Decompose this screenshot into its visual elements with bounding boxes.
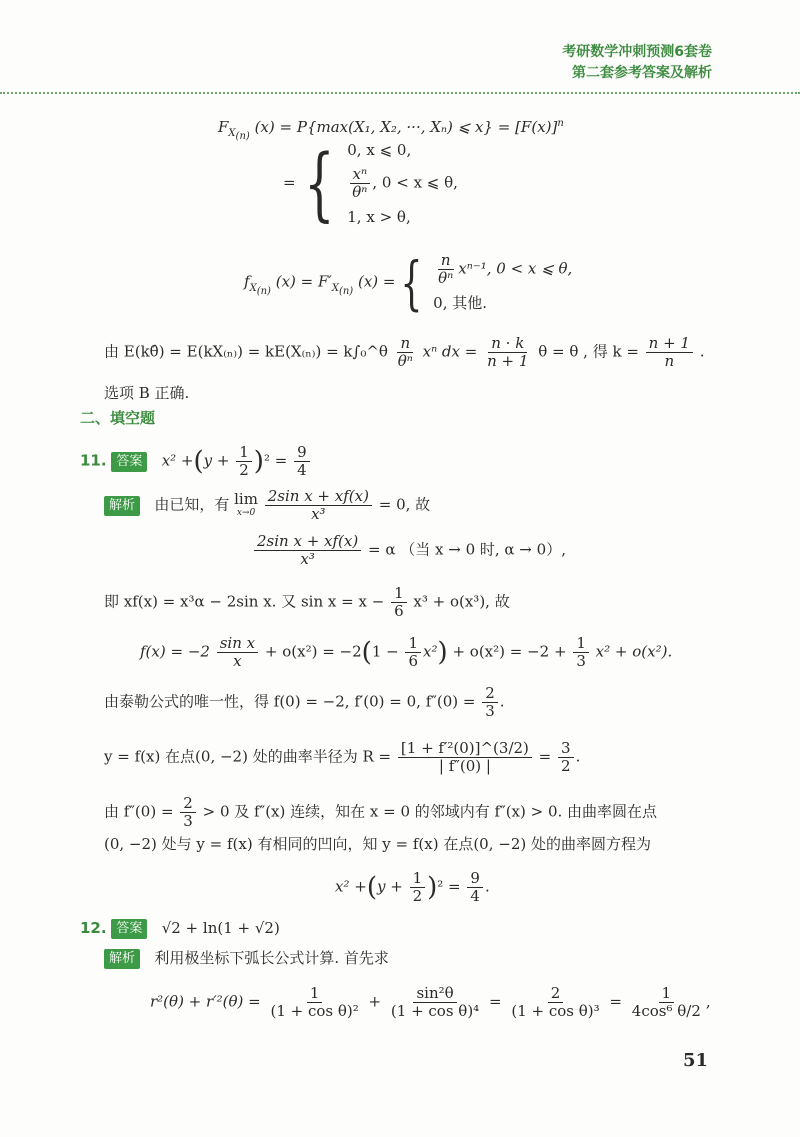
q11-analysis-6: y = f(x) 在点(0, −2) 处的曲率半径为 R = $\frac{\text{[1 + f′²(0)]\textasciicircum{}(3/2)}}{| f''(0) |}$ = $\frac{3}{2}$ . bbox=[104, 739, 581, 775]
pdf-case-1: $\frac{n}{\text{θⁿ}}$ xⁿ⁻¹, 0 < x ⩽ θ, bbox=[438, 251, 573, 287]
q11-number: 11. bbox=[80, 451, 107, 470]
q11-analysis-4: f(x) = −2 $\frac{\text{sin x}}{x}$ + o(x²) = −2(1 − $\frac{1}{6}$ x²) + o(x²) = −2 + $\frac{1}{3}$ x² + o(x²). bbox=[140, 634, 673, 670]
q11-analysis-1: 解析 由已知，有 lim x→0 $\frac{\text{2sin x + xf(x)}}{\text{x³}}$ = 0, 故 bbox=[104, 488, 430, 523]
section-fill-blank: 二、填空题 bbox=[80, 409, 156, 427]
q12-number: 12. bbox=[80, 919, 107, 937]
cdf-line: $F_{X_{(n)}}$ (x) = P{max(X₁, X₂, ···, Xₙ) ⩽ $x\} = [F(x)]^n$ bbox=[218, 118, 564, 142]
q11-analysis-9: x² +(y + $\frac{1}{2}$ )² = $\frac{9}{4}$ . bbox=[335, 869, 490, 905]
cdf-case-1: 0, x ⩽ 0, bbox=[347, 141, 412, 159]
q11-analysis-8: (0, −2) 处与 y = f(x) 有相同的凹向，知 y = f(x) 在点(0, −2) 处的曲率圆方程为 bbox=[104, 835, 651, 853]
answer-tag: 答案 bbox=[111, 919, 147, 939]
pdf-case-2: 0, 其他. bbox=[433, 294, 488, 312]
q11-analysis-7: 由 f″(0) = $\frac{2}{3}$ > 0 及 f″(x) 连续，知在 x = 0 的邻域内有 f″(x) > 0. 由曲率圆在点 bbox=[104, 794, 658, 830]
header-book-title: 考研数学冲刺预测6套卷 bbox=[562, 44, 712, 60]
q12-answer-line: 12. 答案 √2 + ln(1 + √2) bbox=[80, 919, 280, 937]
q11-analysis-5: 由泰勒公式的唯一性，得 f(0) = −2, f′(0) = 0, f″(0) = $\frac{2}{3}$ . bbox=[104, 684, 505, 720]
q12-analysis-2: r²(θ) + r′²(θ) = $\frac{1}{\text{(1 + cos θ)²}}$ + $\frac{\text{sin²θ}}{\text{(1 + cos θ)⁴}}$ = $\frac{2}{\text{(1 + cos θ)³}}$ = $\frac{1}{\text{4cos⁶ θ/2}}$ , bbox=[150, 984, 711, 1020]
q11-analysis-2: $\frac{\text{2sin x + xf(x)}}{\text{x³}}$ = α （当 x → 0 时, α → 0）, bbox=[252, 533, 566, 568]
cdf-cases: = { 0, x ⩽ 0, $\frac{\text{xⁿ}}{\text{θⁿ}}$ , 0 < x ⩽ θ, 1, x > θ, bbox=[283, 136, 458, 230]
analysis-tag: 解析 bbox=[104, 949, 140, 969]
cdf-case-3: 1, x > θ, bbox=[347, 208, 411, 226]
header-section-title: 第二套参考答案及解析 bbox=[572, 65, 712, 81]
q11-answer-line: 11. 答案 x² +(y + $\frac{1}{2}$ )² = $\frac{9}{4}$ bbox=[80, 444, 312, 479]
expectation-line: 由 E(kθ̂) = E(kX₍ₙ₎) = kE(X₍ₙ₎) = k∫₀^θ $\frac{n}{\text{θⁿ}}$ xⁿ dx = $\frac{n \cdot k}{n + 1}$ θ = θ , 得 k = $\frac{n + 1}{n}$ . bbox=[104, 334, 705, 370]
option-b-correct: 选项 B 正确. bbox=[104, 384, 190, 402]
q12-analysis-1: 解析 利用极坐标下弧长公式计算. 首先求 bbox=[104, 948, 389, 969]
q11-analysis-3: 即 xf(x) = x³α − 2sin x. 又 sin x = x − $\frac{1}{6}$ x³ + o(x³), 故 bbox=[104, 584, 510, 620]
pdf-line: $f_{X_{(n)}}$ $(x) = F'_{X_{(n)}}$ (x) ={ $\frac{n}{\text{θⁿ}}$ xⁿ⁻¹, 0 < x ⩽ θ, 0, 其他. bbox=[244, 248, 573, 317]
header-divider bbox=[0, 92, 800, 94]
page-number: 51 bbox=[682, 1050, 708, 1071]
cdf-case-2: $\frac{\text{xⁿ}}{\text{θⁿ}}$ , 0 < x ⩽ θ, bbox=[347, 166, 458, 201]
analysis-tag: 解析 bbox=[104, 496, 140, 516]
page-header bbox=[562, 42, 712, 84]
answer-tag: 答案 bbox=[111, 452, 147, 472]
